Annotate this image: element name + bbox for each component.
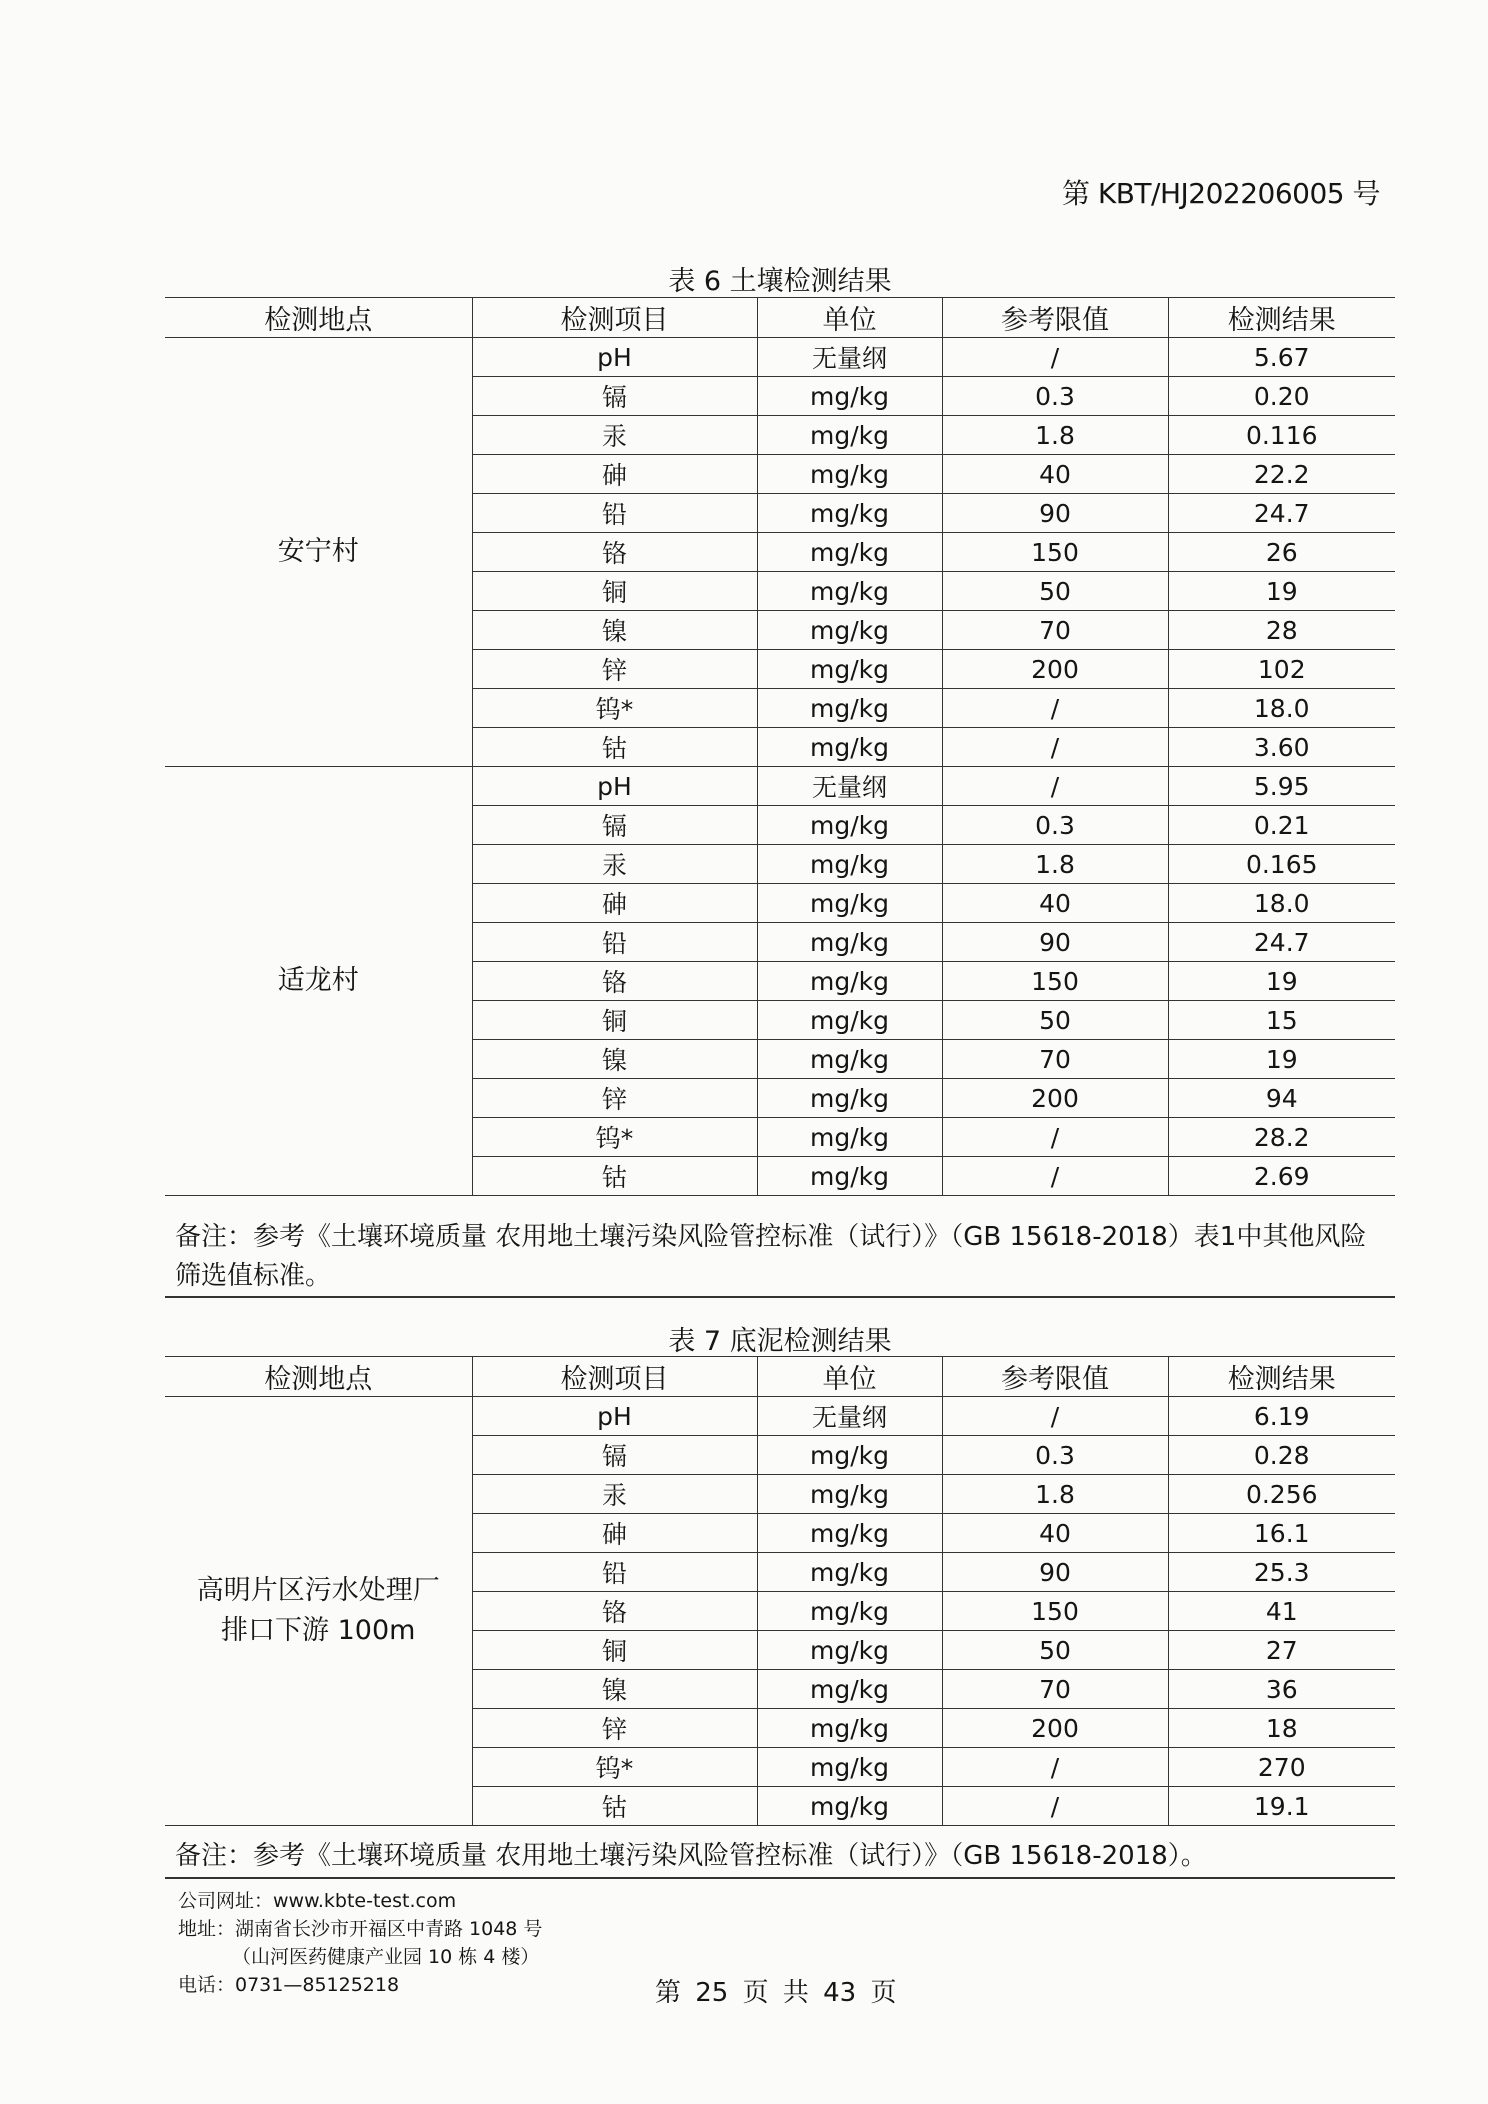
header-row (165, 1357, 1395, 1397)
unit-cell: mg/kg (757, 1631, 942, 1670)
limit-cell: / (942, 1787, 1168, 1826)
result-cell: 15 (1168, 1001, 1395, 1040)
unit-cell: mg/kg (757, 1040, 942, 1079)
item-cell: 铅 (472, 1553, 757, 1592)
column-header: 参考限值 (942, 1357, 1168, 1397)
limit-cell: 0.3 (942, 806, 1168, 845)
limit-cell: 90 (942, 494, 1168, 533)
item-cell: pH (472, 767, 757, 806)
limit-cell: / (942, 1748, 1168, 1787)
column-header: 单位 (757, 1357, 942, 1397)
table-row (165, 1397, 1395, 1436)
item-cell: 铅 (472, 923, 757, 962)
item-cell: 砷 (472, 884, 757, 923)
result-cell: 27 (1168, 1631, 1395, 1670)
limit-cell: 150 (942, 533, 1168, 572)
item-cell: 镉 (472, 1436, 757, 1475)
item-cell: pH (472, 338, 757, 377)
result-cell: 19.1 (1168, 1787, 1395, 1826)
unit-cell: mg/kg (757, 728, 942, 767)
limit-cell: 40 (942, 1514, 1168, 1553)
unit-cell: mg/kg (757, 1709, 942, 1748)
item-cell: 铅 (472, 494, 757, 533)
unit-cell: mg/kg (757, 1748, 942, 1787)
limit-cell: / (942, 689, 1168, 728)
result-cell: 24.7 (1168, 923, 1395, 962)
unit-cell: mg/kg (757, 1553, 942, 1592)
item-cell: 砷 (472, 455, 757, 494)
result-cell: 18 (1168, 1709, 1395, 1748)
result-cell: 0.28 (1168, 1436, 1395, 1475)
result-cell: 16.1 (1168, 1514, 1395, 1553)
result-cell: 18.0 (1168, 884, 1395, 923)
limit-cell: 50 (942, 572, 1168, 611)
result-cell: 0.256 (1168, 1475, 1395, 1514)
table6-title: 表 6 土壤检测结果 (668, 266, 892, 297)
item-cell: 钨* (472, 1748, 757, 1787)
report-number: 第 KBT/HJ202206005 号 (1061, 177, 1380, 210)
unit-cell: mg/kg (757, 962, 942, 1001)
result-cell: 0.116 (1168, 416, 1395, 455)
item-cell: 铬 (472, 533, 757, 572)
unit-cell: mg/kg (757, 806, 942, 845)
result-cell: 0.20 (1168, 377, 1395, 416)
table-row (165, 338, 1395, 377)
item-cell: 钨* (472, 689, 757, 728)
unit-cell: mg/kg (757, 611, 942, 650)
unit-cell: mg/kg (757, 1475, 942, 1514)
unit-cell: mg/kg (757, 1436, 942, 1475)
limit-cell: 70 (942, 611, 1168, 650)
unit-cell: mg/kg (757, 650, 942, 689)
unit-cell: mg/kg (757, 1787, 942, 1826)
unit-cell: 无量纲 (757, 1397, 942, 1436)
column-header: 检测项目 (472, 298, 757, 338)
column-header: 检测地点 (165, 1357, 472, 1397)
column-header: 检测结果 (1168, 298, 1395, 338)
unit-cell: mg/kg (757, 923, 942, 962)
unit-cell: mg/kg (757, 377, 942, 416)
limit-cell: 0.3 (942, 1436, 1168, 1475)
table7-title: 表 7 底泥检测结果 (668, 1326, 892, 1357)
unit-cell: mg/kg (757, 494, 942, 533)
company-address-detail: （山河医药健康产业园 10 栋 4 楼） (232, 1946, 540, 1968)
limit-cell: 1.8 (942, 845, 1168, 884)
limit-cell: 50 (942, 1001, 1168, 1040)
limit-cell: / (942, 728, 1168, 767)
item-cell: 砷 (472, 1514, 757, 1553)
result-cell: 2.69 (1168, 1157, 1395, 1196)
unit-cell: mg/kg (757, 1592, 942, 1631)
unit-cell: mg/kg (757, 455, 942, 494)
unit-cell: 无量纲 (757, 767, 942, 806)
limit-cell: 1.8 (942, 1475, 1168, 1514)
item-cell: 钴 (472, 728, 757, 767)
limit-cell: 0.3 (942, 377, 1168, 416)
result-cell: 19 (1168, 1040, 1395, 1079)
unit-cell: mg/kg (757, 416, 942, 455)
limit-cell: 200 (942, 650, 1168, 689)
limit-cell: 200 (942, 1079, 1168, 1118)
location-cell: 安宁村 (165, 338, 472, 767)
item-cell: 铜 (472, 1631, 757, 1670)
column-header: 单位 (757, 298, 942, 338)
unit-cell: mg/kg (757, 1514, 942, 1553)
table6-note: 备注：参考《土壤环境质量 农用地土壤污染风险管控标准（试行）》（GB 15618-2018）表1中其他风险筛选值标准。 (165, 1218, 1395, 1298)
unit-cell: mg/kg (757, 572, 942, 611)
item-cell: 镉 (472, 377, 757, 416)
limit-cell: / (942, 1397, 1168, 1436)
item-cell: 钴 (472, 1157, 757, 1196)
limit-cell: 90 (942, 1553, 1168, 1592)
limit-cell: 40 (942, 455, 1168, 494)
column-header: 参考限值 (942, 298, 1168, 338)
item-cell: 铜 (472, 572, 757, 611)
soil-results-table (165, 297, 1395, 1196)
unit-cell: mg/kg (757, 689, 942, 728)
limit-cell: 150 (942, 962, 1168, 1001)
result-cell: 24.7 (1168, 494, 1395, 533)
limit-cell: 200 (942, 1709, 1168, 1748)
limit-cell: / (942, 1157, 1168, 1196)
result-cell: 94 (1168, 1079, 1395, 1118)
item-cell: 铬 (472, 962, 757, 1001)
limit-cell: 50 (942, 1631, 1168, 1670)
item-cell: 镍 (472, 1040, 757, 1079)
location-cell: 高明片区污水处理厂排口下游 100m (165, 1397, 472, 1826)
result-cell: 36 (1168, 1670, 1395, 1709)
limit-cell: / (942, 338, 1168, 377)
item-cell: 镍 (472, 611, 757, 650)
column-header: 检测地点 (165, 298, 472, 338)
table7-note: 备注：参考《土壤环境质量 农用地土壤污染风险管控标准（试行）》（GB 15618-2018）。 (165, 1837, 1395, 1879)
item-cell: 锌 (472, 650, 757, 689)
result-cell: 102 (1168, 650, 1395, 689)
company-phone: 电话：0731—85125218 (178, 1974, 400, 1996)
unit-cell: mg/kg (757, 1118, 942, 1157)
result-cell: 22.2 (1168, 455, 1395, 494)
limit-cell: / (942, 1118, 1168, 1157)
company-website: 公司网址：www.kbte-test.com (178, 1890, 457, 1912)
company-address: 地址：湖南省长沙市开福区中青路 1048 号 (178, 1918, 543, 1940)
column-header: 检测结果 (1168, 1357, 1395, 1397)
result-cell: 19 (1168, 572, 1395, 611)
result-cell: 26 (1168, 533, 1395, 572)
unit-cell: mg/kg (757, 1001, 942, 1040)
header-row (165, 298, 1395, 338)
result-cell: 19 (1168, 962, 1395, 1001)
result-cell: 0.165 (1168, 845, 1395, 884)
result-cell: 270 (1168, 1748, 1395, 1787)
item-cell: pH (472, 1397, 757, 1436)
unit-cell: 无量纲 (757, 338, 942, 377)
limit-cell: 70 (942, 1670, 1168, 1709)
unit-cell: mg/kg (757, 1079, 942, 1118)
page-number: 第 25 页 共 43 页 (655, 1978, 897, 2008)
result-cell: 28 (1168, 611, 1395, 650)
column-header: 检测项目 (472, 1357, 757, 1397)
item-cell: 汞 (472, 845, 757, 884)
item-cell: 汞 (472, 1475, 757, 1514)
result-cell: 5.95 (1168, 767, 1395, 806)
item-cell: 钨* (472, 1118, 757, 1157)
result-cell: 3.60 (1168, 728, 1395, 767)
limit-cell: 150 (942, 1592, 1168, 1631)
result-cell: 6.19 (1168, 1397, 1395, 1436)
unit-cell: mg/kg (757, 1157, 942, 1196)
unit-cell: mg/kg (757, 1670, 942, 1709)
item-cell: 镍 (472, 1670, 757, 1709)
unit-cell: mg/kg (757, 845, 942, 884)
sediment-results-table (165, 1356, 1395, 1826)
unit-cell: mg/kg (757, 533, 942, 572)
location-cell: 适龙村 (165, 767, 472, 1196)
result-cell: 25.3 (1168, 1553, 1395, 1592)
table-row (165, 767, 1395, 806)
item-cell: 锌 (472, 1079, 757, 1118)
limit-cell: 40 (942, 884, 1168, 923)
item-cell: 镉 (472, 806, 757, 845)
item-cell: 铬 (472, 1592, 757, 1631)
item-cell: 钴 (472, 1787, 757, 1826)
limit-cell: 70 (942, 1040, 1168, 1079)
unit-cell: mg/kg (757, 884, 942, 923)
item-cell: 汞 (472, 416, 757, 455)
item-cell: 铜 (472, 1001, 757, 1040)
result-cell: 28.2 (1168, 1118, 1395, 1157)
limit-cell: / (942, 767, 1168, 806)
result-cell: 18.0 (1168, 689, 1395, 728)
limit-cell: 1.8 (942, 416, 1168, 455)
result-cell: 5.67 (1168, 338, 1395, 377)
limit-cell: 90 (942, 923, 1168, 962)
result-cell: 41 (1168, 1592, 1395, 1631)
result-cell: 0.21 (1168, 806, 1395, 845)
item-cell: 锌 (472, 1709, 757, 1748)
